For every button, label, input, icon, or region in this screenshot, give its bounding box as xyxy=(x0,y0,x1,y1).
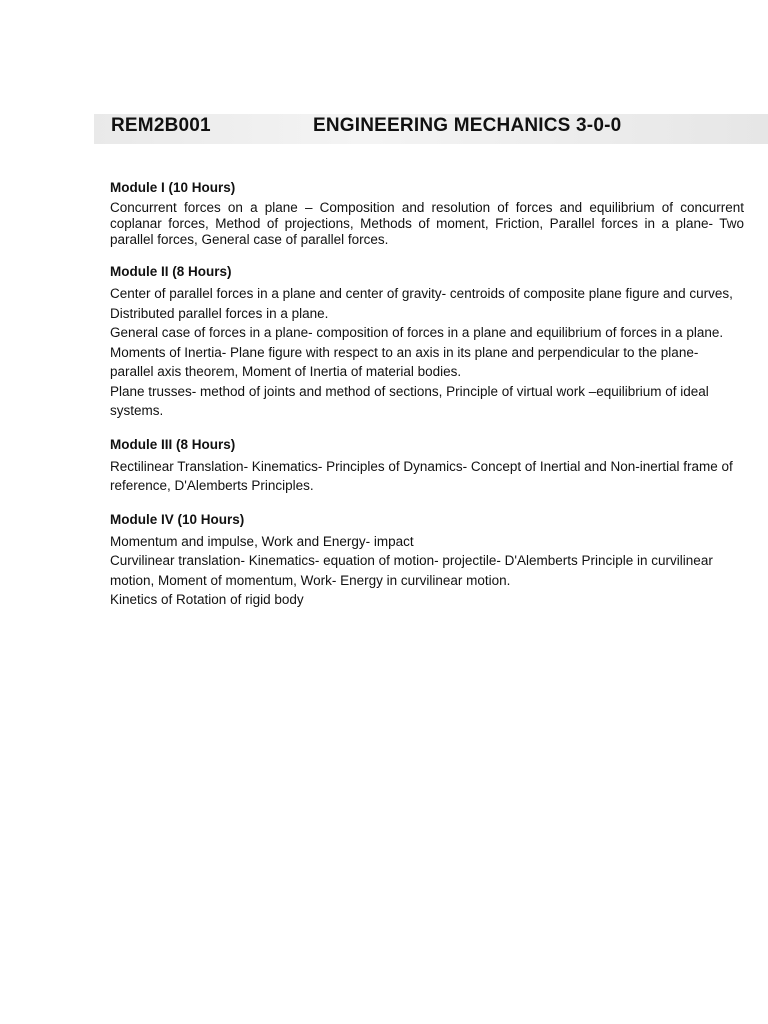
module-paragraph: Kinetics of Rotation of rigid body xyxy=(110,592,304,607)
module-paragraph: Curvilinear translation- Kinematics- equation of motion- projectile- D'Alemberts Principle in curvilinear motion, Moment of momentum, Work- Energy in curvilinear motion. xyxy=(110,553,713,588)
module-heading: Module IV (10 Hours) xyxy=(110,511,245,527)
module-1 xyxy=(110,180,744,248)
module-paragraph: Concurrent forces on a plane – Composition and resolution of forces and equilibrium of concurrent coplanar forces, Method of projections, Methods of moment, Friction, Parallel forces in a plane- Two parallel forces, General case of parallel forces. xyxy=(110,200,744,247)
course-title: ENGINEERING MECHANICS 3-0-0 xyxy=(313,115,622,136)
module-2 xyxy=(110,264,744,421)
module-paragraph: Plane trusses- method of joints and method of sections, Principle of virtual work –equilibrium of ideal systems. xyxy=(110,383,709,418)
module-4 xyxy=(110,512,744,610)
module-paragraph: Momentum and impulse, Work and Energy- impact xyxy=(110,533,414,549)
module-heading: Module II (8 Hours) xyxy=(110,264,232,279)
module-paragraph: General case of forces in a plane- composition of forces in a plane and equilibrium of forces in a plane. xyxy=(110,325,724,340)
module-paragraph: Center of parallel forces in a plane and center of gravity- centroids of composite plane figure and curves, Distributed parallel forces in a plane. xyxy=(110,286,733,321)
course-code: REM2B001 xyxy=(111,115,211,136)
module-3 xyxy=(110,437,744,496)
module-heading: Module III (8 Hours) xyxy=(110,436,236,452)
module-paragraph: Rectilinear Translation- Kinematics- Principles of Dynamics- Concept of Inertial and Non-inertial frame of reference, D'Alemberts Principles. xyxy=(110,458,733,493)
module-heading: Module I (10 Hours) xyxy=(110,180,236,195)
syllabus-content xyxy=(110,180,744,626)
module-paragraph: Moments of Inertia- Plane figure with respect to an axis in its plane and perpendicular to the plane- parallel axis theorem, Moment of Inertia of material bodies. xyxy=(110,344,699,379)
